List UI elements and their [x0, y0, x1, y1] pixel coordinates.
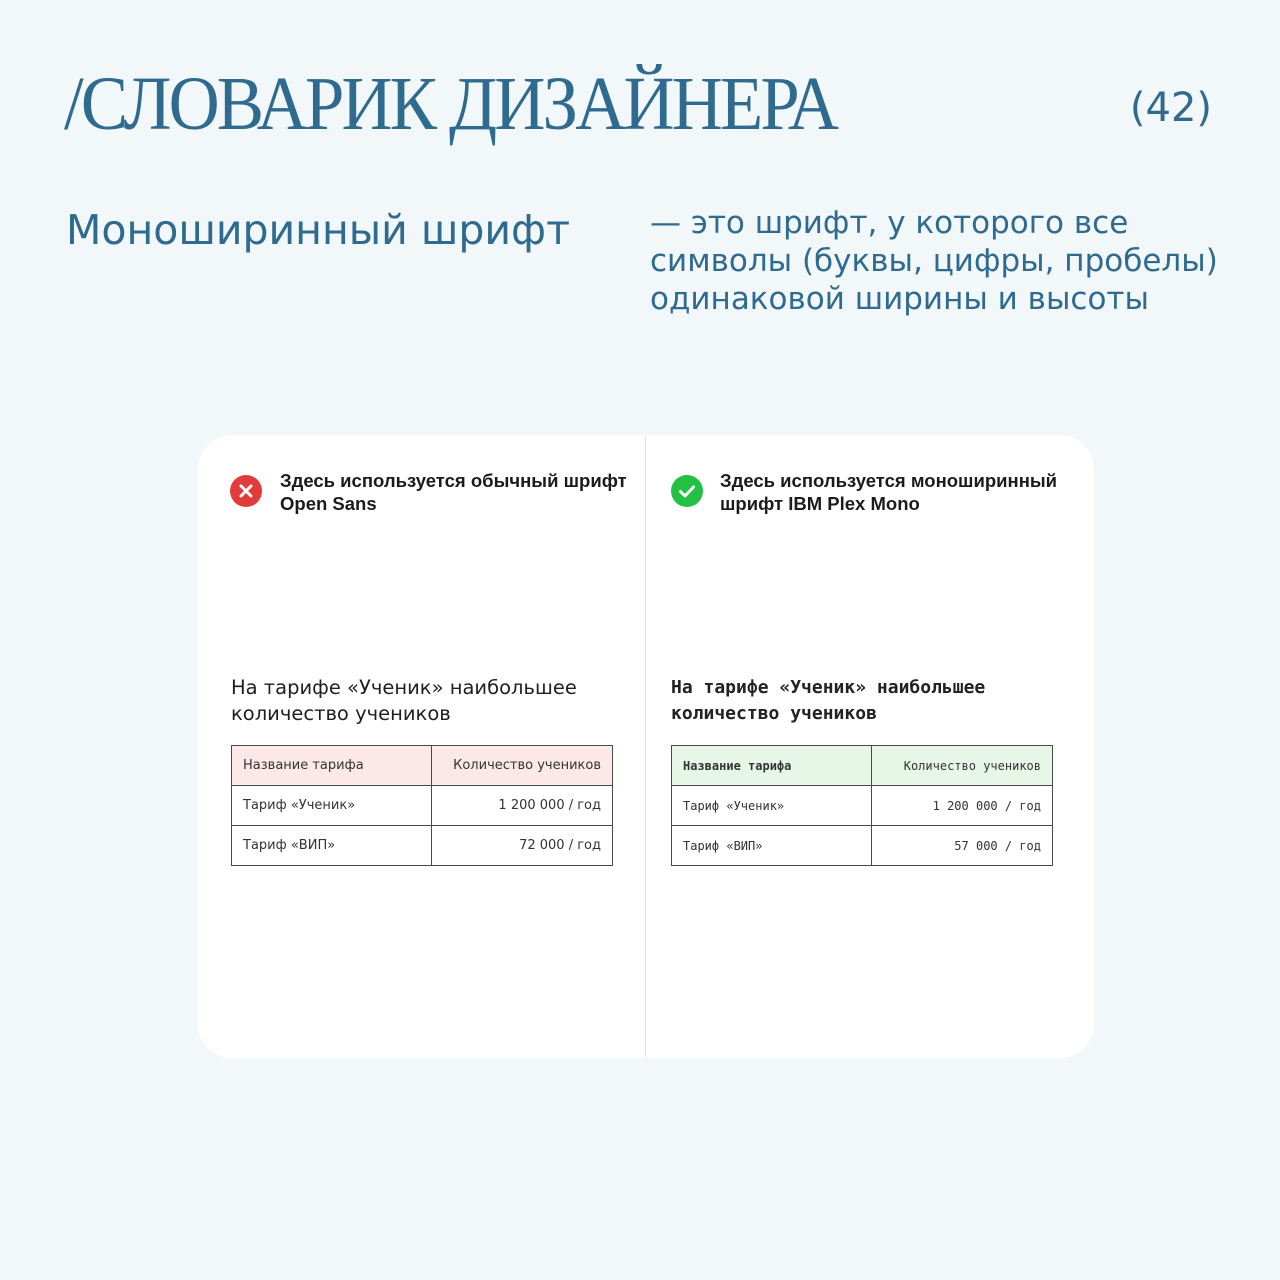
term-definition: — это шрифт, у которого все символы (буквы, цифры, пробелы) одинаковой ширины и высоты	[650, 205, 1218, 317]
table-cell: Тариф «Ученик»	[232, 786, 432, 826]
check-icon	[671, 475, 703, 507]
bad-example-heading: На тарифе «Ученик» наибольшее количество учеников	[231, 676, 577, 725]
bad-example-table	[231, 745, 613, 866]
issue-number: (42)	[1129, 85, 1212, 131]
table-header-cell: Количество учеников	[432, 746, 613, 786]
good-example-table	[671, 745, 1053, 866]
table-cell: Тариф «ВИП»	[672, 826, 872, 866]
term-name: Моноширинный шрифт	[66, 206, 570, 254]
table-header-row	[672, 746, 1053, 786]
bad-example-panel	[198, 435, 646, 1058]
table-header-cell: Название тарифа	[232, 746, 432, 786]
table-cell: 1 200 000 / год	[872, 786, 1053, 826]
good-example-caption: Здесь используется моноширинный шрифт IBM Plex Mono	[720, 470, 1058, 514]
table-row	[232, 826, 613, 866]
good-example-panel	[647, 435, 1094, 1058]
cross-icon	[230, 475, 262, 507]
table-cell: Тариф «ВИП»	[232, 826, 432, 866]
table-header-cell: Количество учеников	[872, 746, 1053, 786]
table-cell: 72 000 / год	[432, 826, 613, 866]
table-header-cell: Название тарифа	[672, 746, 872, 786]
page-title: /СЛОВАРИК ДИЗАЙНЕРА	[64, 62, 837, 146]
table-header-row	[232, 746, 613, 786]
comparison-card	[198, 435, 1094, 1058]
table-cell: Тариф «Ученик»	[672, 786, 872, 826]
table-cell: 57 000 / год	[872, 826, 1053, 866]
table-row	[672, 826, 1053, 866]
table-cell: 1 200 000 / год	[432, 786, 613, 826]
table-row	[232, 786, 613, 826]
good-example-heading: На тарифе «Ученик» наибольшее количество учеников	[671, 677, 986, 724]
table-row	[672, 786, 1053, 826]
bad-example-caption: Здесь используется обычный шрифт Open Sans	[280, 470, 627, 514]
